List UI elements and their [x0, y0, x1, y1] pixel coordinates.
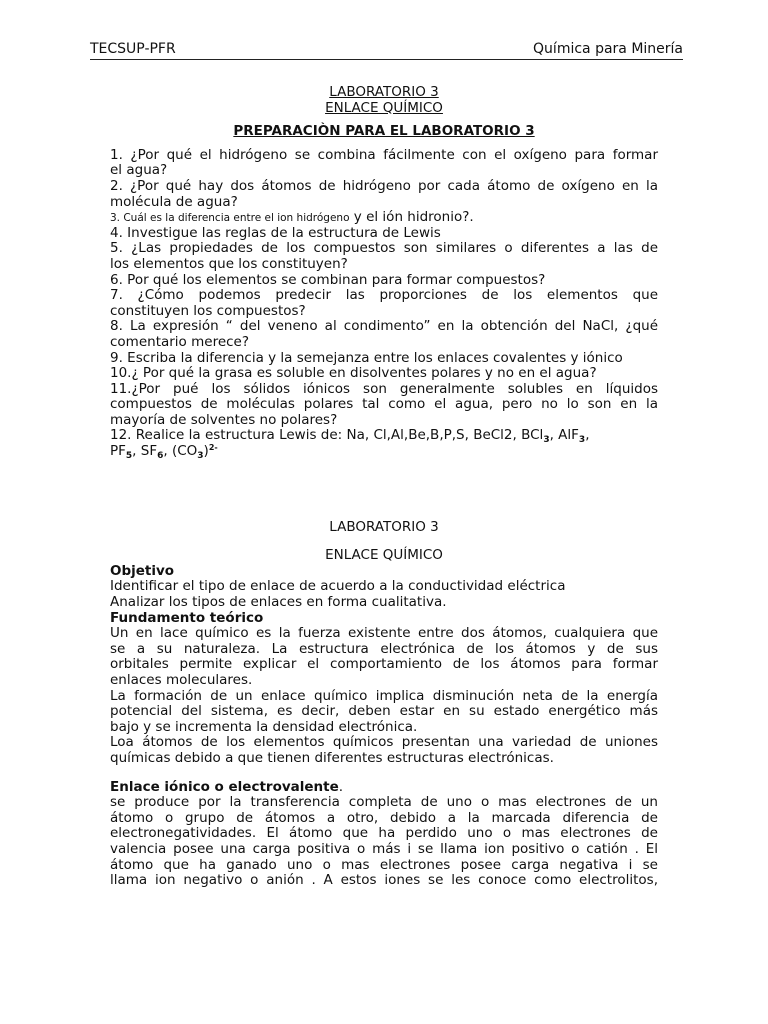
question-11-line-2: compuestos de moléculas polares tal como el agua, pero no lo son en la — [110, 396, 658, 413]
header-left: TECSUP-PFR — [90, 41, 176, 57]
question-7-line-2: constituyen los compuestos? — [110, 302, 306, 319]
q12-subscript-alf3: 3 — [578, 435, 586, 446]
question-1-line-2: el agua? — [110, 162, 168, 179]
fundamento-line-3: orbitales permite explicar el comportamiento de los átomos para formar — [110, 656, 658, 673]
ionic-heading — [110, 780, 658, 796]
fundamento-line-1: Un en lace químico es la fuerza existente entre dos átomos, cualquiera que — [110, 625, 658, 642]
ionic-line-5: átomo que ha ganado uno o mas electrones posee carga negativa i se — [110, 856, 658, 873]
q12-sf: , SF — [132, 443, 158, 460]
ionic-line-1: se produce por la transferencia completa de uno o mas electrones de un — [110, 794, 658, 811]
q12-paren: ) — [203, 443, 209, 460]
question-3 — [110, 210, 658, 226]
q12-subscript-bcl3: 3 — [543, 435, 550, 446]
lab-title-1: LABORATORIO 3 — [329, 518, 439, 535]
q12-comma: , — [585, 427, 590, 444]
prep-subtitle: PREPARACIÒN PARA EL LABORATORIO 3 — [233, 123, 535, 140]
question-12-line-1 — [110, 428, 658, 444]
question-10: 10.¿ Por qué la grasa es soluble en disolventes polares y no en el agua? — [110, 365, 597, 382]
ionic-heading-dot: . — [338, 778, 344, 795]
question-1-line-1: 1. ¿Por qué el hidrógeno se combina fácilmente con el oxígeno para formar — [110, 146, 658, 163]
q12-subscript-pf5: 5 — [125, 451, 133, 462]
lab-title-2: ENLACE QUÍMICO — [325, 547, 443, 564]
fundamento-heading: Fundamento teórico — [110, 609, 264, 626]
question-9: 9. Escriba la diferencia y la semejanza entre los enlaces covalentes y iónico — [110, 349, 623, 366]
question-11-line-1: 11.¿Por pué los sólidos iónicos son generalmente solubles en líquidos — [110, 380, 658, 397]
fundamento-line-2: se a su naturaleza. La estructura electrónica de los átomos y de sus — [110, 640, 658, 657]
fundamento-line-8: Loa átomos de los elementos químicos presentan una variedad de uniones — [110, 734, 658, 751]
fundamento-line-6: potencial del sistema, es decir, deben estar en su estado energético más — [110, 703, 658, 720]
prep-title-2: ENLACE QUÍMICO — [325, 99, 443, 116]
q12-subscript-co3: 3 — [197, 451, 204, 462]
fundamento-line-5: La formación de un enlace químico implica disminución neta de la energía — [110, 687, 658, 704]
question-12-line-2 — [110, 444, 658, 460]
question-3-rest: y el ión hidronio?. — [349, 209, 474, 226]
question-6: 6. Por qué los elementos se combinan para formar compuestos? — [110, 271, 546, 288]
question-7-line-1: 7. ¿Cómo podemos predecir las proporciones de los elementos que — [110, 287, 658, 304]
question-8-line-2: comentario merece? — [110, 333, 250, 350]
question-11-line-3: mayoría de solventes no polares? — [110, 411, 338, 428]
question-4: 4. Investigue las reglas de la estructura de Lewis — [110, 224, 441, 241]
ionic-line-3: electronegatividades. El átomo que ha perdido uno o mas electrones de — [110, 825, 658, 842]
objetivo-line-1: Identificar el tipo de enlace de acuerdo a la conductividad eléctrica — [110, 578, 566, 595]
question-2-line-1: 2. ¿Por qué hay dos átomos de hidrógeno por cada átomo de oxígeno en la — [110, 177, 658, 194]
fundamento-line-7: bajo y se incrementa la densidad electrónica. — [110, 718, 418, 735]
prep-title-1: LABORATORIO 3 — [329, 84, 439, 100]
question-5-line-2: los elementos que los constituyen? — [110, 255, 348, 272]
fundamento-line-4: enlaces moleculares. — [110, 672, 253, 688]
header-right: Química para Minería — [533, 41, 683, 57]
q12-pf: PF — [110, 443, 126, 460]
question-8-line-1: 8. La expresión “ del veneno al condimento” en la obtención del NaCl, ¿qué — [110, 318, 658, 335]
ionic-line-4: valencia posee una carga positiva o más i se llama ion positivo o catión . El — [110, 840, 658, 857]
document-body — [110, 85, 658, 889]
fundamento-line-9: químicas debido a que tienen diferentes estructuras electrónicas. — [110, 749, 554, 766]
question-5-line-1: 5. ¿Las propiedades de los compuestos son similares o diferentes a las de — [110, 240, 658, 257]
q12-co: , (CO — [163, 443, 198, 460]
ionic-heading-text: Enlace iónico o electrovalente — [110, 778, 339, 795]
question-3-small-text: 3. Cuál es la diferencia entre el ion hidrógeno — [110, 212, 350, 225]
q12-superscript-charge: 2- — [208, 443, 218, 453]
question-2-line-2: molécula de agua? — [110, 193, 238, 210]
q12-text-alf: , AlF — [549, 427, 579, 444]
ionic-line-2: átomo o grupo de átomos a otro, debido a la marcada diferencia de — [110, 809, 658, 826]
q12-text-a: 12. Realice la estructura Lewis de: Na, Cl,Al,Be,B,P,S, BeCl2, BCl — [110, 427, 544, 444]
objetivo-heading: Objetivo — [110, 562, 175, 579]
page-header — [90, 40, 683, 60]
objetivo-line-2: Analizar los tipos de enlaces en forma cualitativa. — [110, 594, 447, 611]
q12-subscript-sf6: 6 — [157, 451, 164, 462]
ionic-line-6: llama ion negativo o anión . A estos iones se les conoce como electrolitos, — [110, 872, 658, 889]
